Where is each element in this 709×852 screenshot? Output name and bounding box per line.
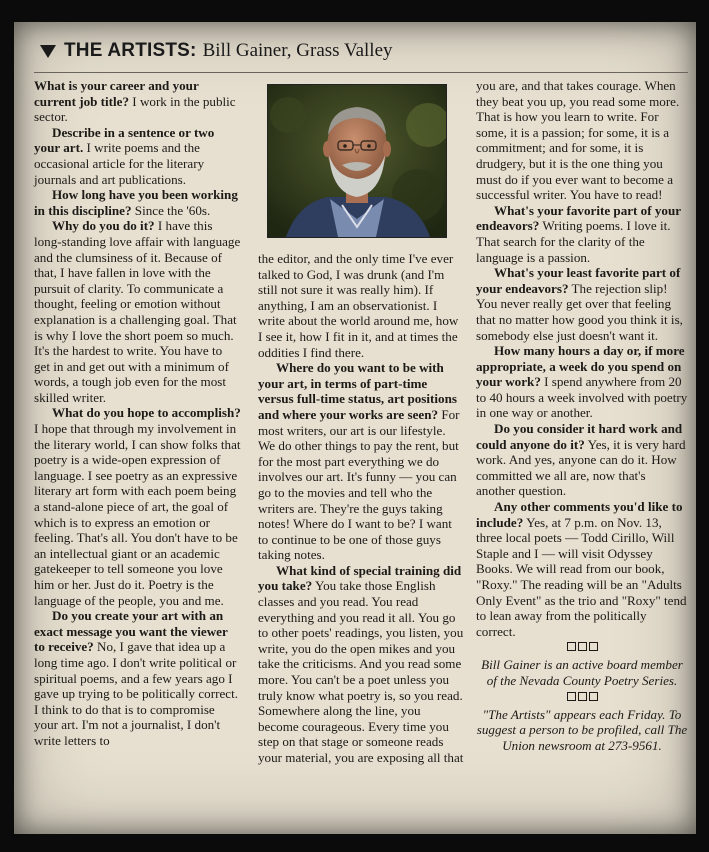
qa-paragraph: What do you hope to accomplish? I hope that through my involvement in the literary world, I can show folks that poetry is a wide-open expression of language. I see poetry as an expressive literary art form with each poem being a stand-alone piece of art, the goal of which is to express an emotion or feeling. That's all. You don't have to be an intellectual giant or an academic gatekeeper to tell someone you love him or her. Just do it. Poetry is the language of the people, you and me. — [34, 405, 241, 608]
box-dingbat-icon — [476, 692, 688, 701]
section-title: THE ARTISTS: — [64, 40, 197, 61]
box-dingbat-icon — [476, 642, 688, 651]
qa-paragraph: you are, and that takes courage. When they beat you up, you read some more. That is how you learn to write. For some, it is a passion; for some, it is a commitment; and for some, it is drudgery, but it is the one thing you must do if you ever want to become a successful writer. You have to read! — [476, 78, 680, 203]
qa-paragraph: What's your favorite part of your endeavors? Writing poems. I love it. That search for the clarity of the language is a passion. — [476, 202, 681, 265]
qa-paragraph: Do you create your art with an exact message you want the viewer to receive? No, I gave that idea up a long time ago. I don't write political or spiritual poems, and a few years ago I gave up trying to be politically correct. I think to do that is to compromise your art. I'm not a journalist, I don't write letters to — [34, 608, 238, 748]
qa-paragraph: Where do you want to be with your art, in terms of part-time versus full-time status, art positions and where your works are seen? For most writers, our art is our lifestyle. We do other things to pay the rent, but for the most part everything we do involves our art. It's funny — you can go to the movies and tell who the writers are. They're the guys taking notes! Where do I want to be? I want to continue to be one of those guys taking notes. — [258, 360, 460, 563]
byline: Bill Gainer, Grass Valley — [202, 40, 393, 61]
qa-paragraph: How long have you been working in this discipline? Since the '60s. — [34, 187, 238, 218]
column-2 — [258, 251, 464, 766]
qa-paragraph: Any other comments you'd like to include? Yes, at 7 p.m. on Nov. 13, three local poets — Todd Cirillo, Will Staple and I — will visit Odyssey Books. We will read from our book, "Roxy." The reading will be an "Adults Only Event" as the trio and "Roxy" tend to lean away from the politically correct. — [476, 499, 687, 639]
header-rule — [34, 72, 688, 73]
qa-paragraph: How many hours a day or, if more appropriate, a week do you spend on your work? I spend anywhere from 20 to 40 hours a week involved with poetry in one way or another. — [476, 343, 688, 421]
portrait-photo — [267, 84, 447, 238]
column-1 — [34, 78, 241, 749]
section-header — [40, 34, 688, 68]
column-3 — [476, 78, 688, 753]
qa-paragraph: What's your least favorite part of your endeavors? The rejection slip! You never really get over that feeling that no matter how good you think it is, somebody else just doesn't want it. — [476, 265, 683, 343]
qa-paragraph: Why do you do it? I have this long-standing love affair with language and the clumsiness of it. Because of that, I have fallen in love with the pursuit of clarity. To communicate a thought, feeling or emotion without explanation is a challenging goal. That is why I love the short poem so much. It's the hardest to write. You have to get in and get out with a minimum of words, a tough job even for the most skilled writer. — [34, 218, 241, 405]
qa-paragraph: What kind of special training did you take? You take those English classes and you read. You read everything and you read it all. You go to other poets' readings, you listen, you write, you do the open mikes and you take the criticisms. And you read some more. You can't be a poet unless you truly know what poetry is, so you read. Somewhere along the line, you become courageous. Every time you step on that stage or someone reads your material, you are exposing all that — [258, 562, 464, 765]
qa-paragraph: Do you consider it hard work and could anyone do it? Yes, it is very hard work. And yes, anyone can do it. How committed we all are, now that's another question. — [476, 421, 686, 499]
footer-note: "The Artists" appears each Friday. To suggest a person to be profiled, call The Union newsroom at 273-9561. — [476, 706, 688, 753]
triangle-down-icon — [40, 45, 56, 58]
portrait-illustration — [268, 85, 446, 237]
bio-note: Bill Gainer is an active board member of the Nevada County Poetry Series. — [481, 657, 683, 688]
qa-paragraph: What is your career and your current job title? I work in the public sector. — [34, 78, 236, 125]
qa-paragraph: the editor, and the only time I've ever talked to God, I was drunk (and I'm still not sure it was really him). If anything, I am an observationist. I write about the world around me, how I see it, how I fit in it, and at times the oddities I find there. — [258, 251, 459, 360]
newspaper-page — [14, 22, 696, 834]
qa-paragraph: Describe in a sentence or two your art. I write poems and the occasional article for the literary journals and art publications. — [34, 124, 215, 187]
